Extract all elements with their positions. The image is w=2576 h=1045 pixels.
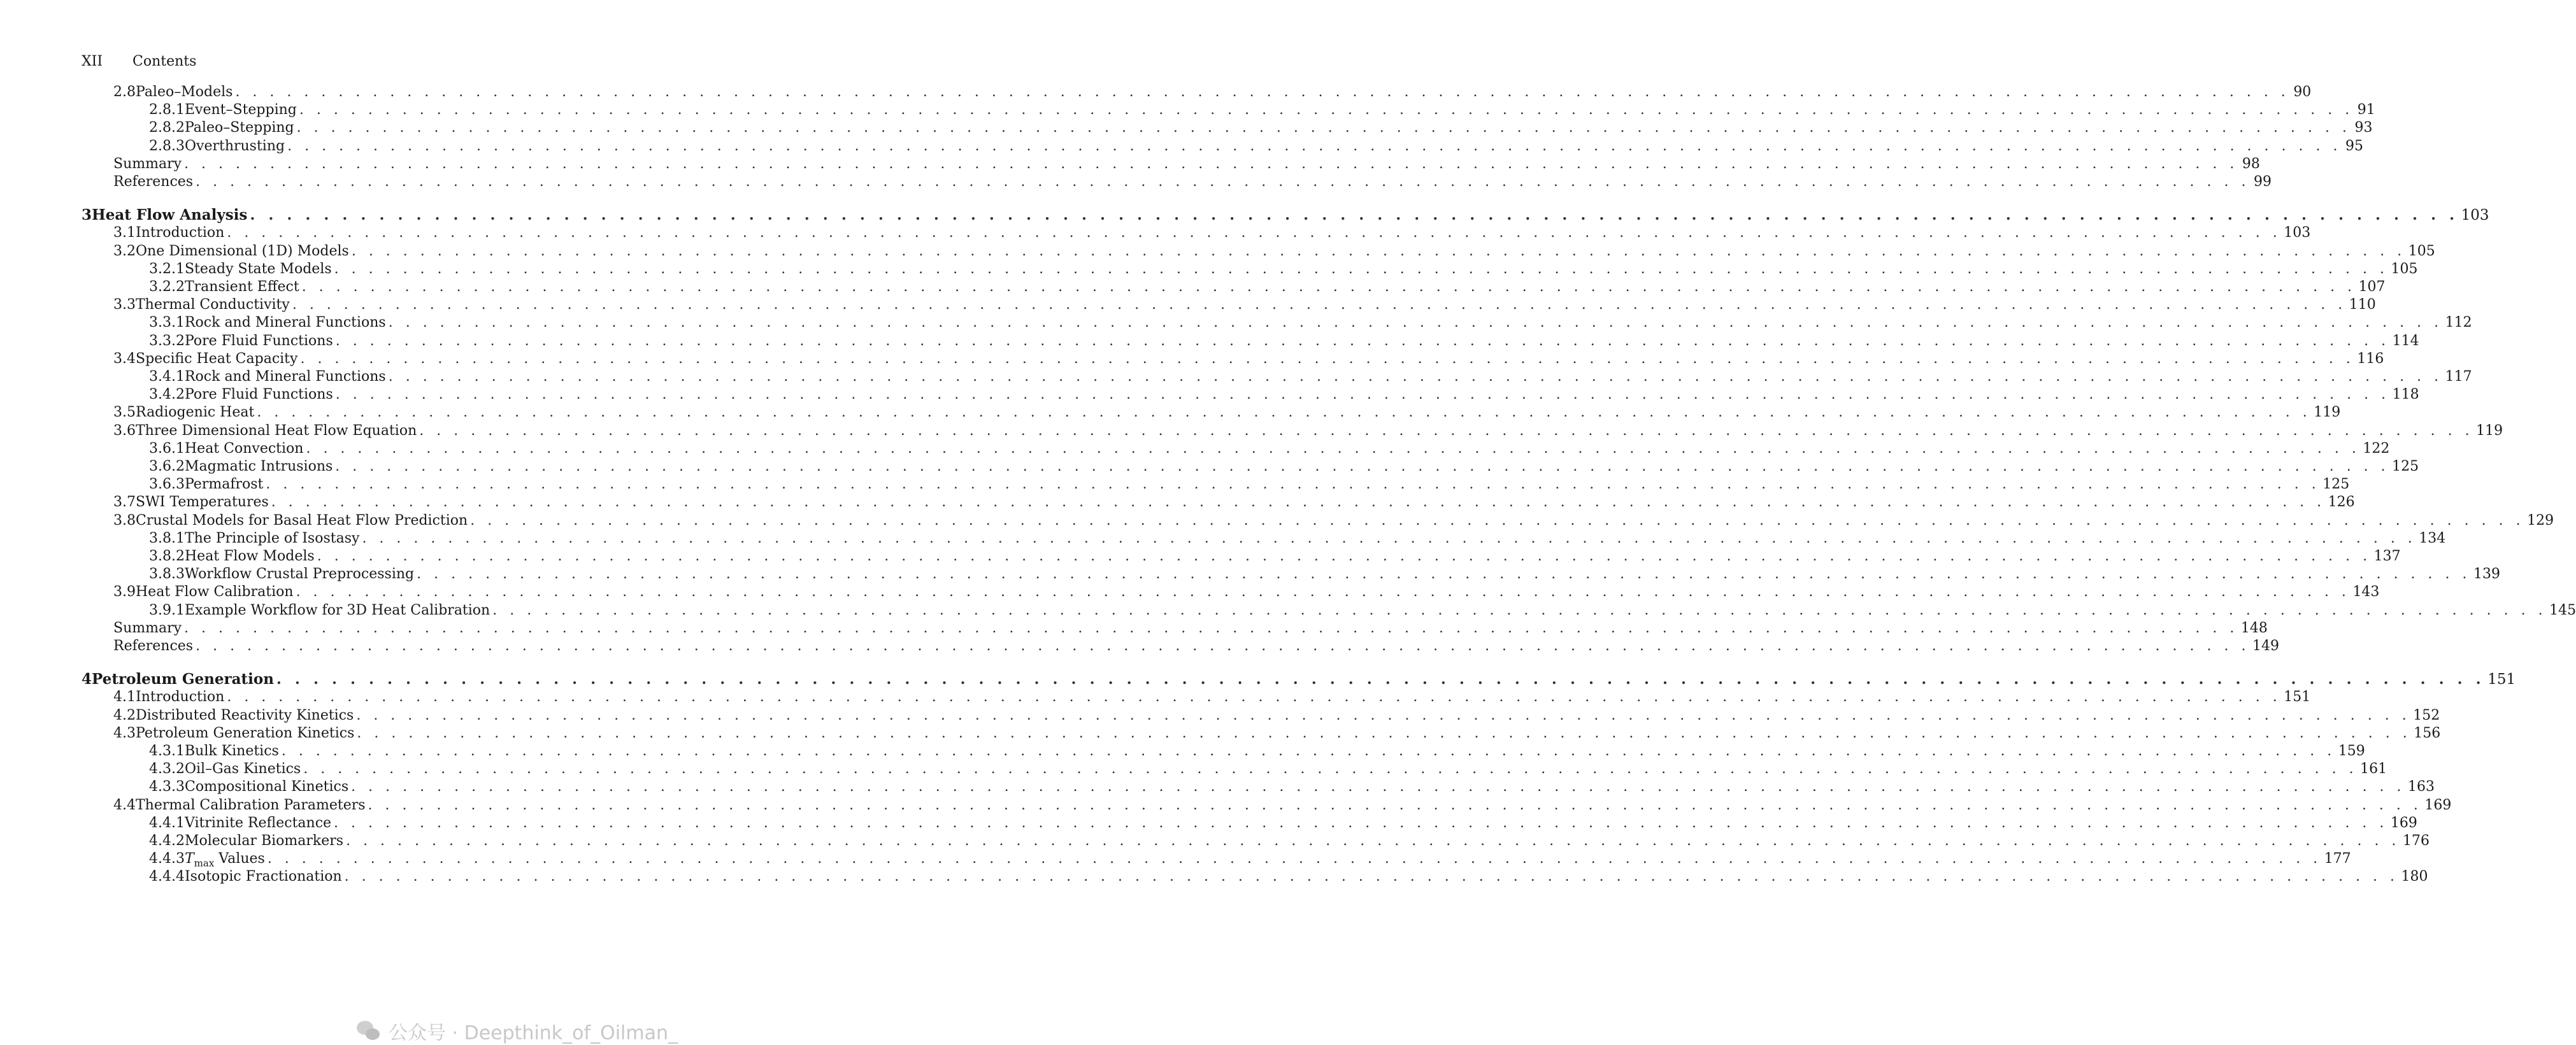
toc-page-number: 134	[2419, 530, 2446, 546]
toc-leader-dots: . . . . . . . . . . . . . . . . . . . . . . . . . . . . . . . . . . . . . . . . . . . . . . . . . . . . . . . . . . . . . . . . . . . . . . . . . . . . . . . . . . . . . . . . . . . . . . . . . . . . . . . . . . . . . . . . . . . . . . . .	[257, 404, 2312, 421]
toc-entry-title	[185, 530, 359, 548]
toc-entry-title	[185, 868, 342, 886]
toc-leader-dots: . . . . . . . . . . . . . . . . . . . . . . . . . . . . . . . . . . . . . . . . . . . . . . . . . . . . . . . . . . . . . . . . . . . . . . . . . . . . . . . . . . . . . . . . . . . . . . . . . . . . . . . . . . . . . . . . . . . . . . . .	[492, 602, 2547, 618]
toc-entry-number: 4.3.3	[149, 779, 185, 795]
toc-entry[interactable]	[149, 260, 2418, 278]
toc-page-number: 103	[2461, 207, 2489, 224]
toc-page-number: 151	[2284, 689, 2311, 706]
toc-page-number: 143	[2352, 584, 2380, 601]
toc-entry[interactable]	[149, 778, 2435, 796]
toc-leader-dots: . . . . . . . . . . . . . . . . . . . . . . . . . . . . . . . . . . . . . . . . . . . . . . . . . . . . . . . . . . . . . . . . . . . . . . . . . . . . . . . . . . . . . . . . . . . . . . . . . . . . . . . . . . . . . . . . . . . . . . . .	[271, 494, 2326, 511]
toc-leader-dots: . . . . . . . . . . . . . . . . . . . . . . . . . . . . . . . . . . . . . . . . . . . . . . . . . . . . . . . . . . . . . . . . . . . . . . . . . . . . . . . . . . . . . . . . . . . . . . . . . . . . . . . . . . . . . . . . . . . . . . . .	[287, 138, 2342, 154]
toc-page-number: 149	[2252, 638, 2279, 654]
toc-page-number: 125	[2322, 476, 2350, 493]
toc-leader-dots: . . . . . . . . . . . . . . . . . . . . . . . . . . . . . . . . . . . . . . . . . . . . . . . . . . . . . . . . . . . . . . . . . . . . . . . . . . . . . . . . . . . . . . . . . . . . . . . . . . . . . . . . . . . . . . . . . . . . . . . .	[196, 638, 2250, 654]
toc-leader-dots: . . . . . . . . . . . . . . . . . . . . . . . . . . . . . . . . . . . . . . . . . . . . . . . . . . . . . . . . . . . . . . . . . . . . . . . . . . . . . . . . . . . . . . . . . . . . . . . . . . . . . . . . . . . . . . . . . . . . . . . .	[351, 243, 2406, 259]
toc-entry-title-text: Paleo–Models	[136, 84, 233, 100]
toc-entry-title	[113, 637, 193, 655]
toc-entry[interactable]	[149, 314, 2472, 332]
toc-page-number: 119	[2476, 422, 2503, 439]
toc-entry-title-text: Magmatic Intrusions	[184, 459, 333, 474]
toc-entry-number: 3.8.1	[149, 530, 185, 546]
toc-entry-title	[92, 671, 274, 688]
toc-leader-dots: . . . . . . . . . . . . . . . . . . . . . . . . . . . . . . . . . . . . . . . . . . . . . . . . . . . . . . . . . . . . . . . . . . . . . . . . . . . . . . . . . . . . . . . . . . . . . . . . . . . . . . . . . . . . . . . . . . . . . . . .	[300, 350, 2355, 367]
toc-entry-title-subscript: max	[194, 857, 215, 869]
toc-entry[interactable]	[113, 404, 2341, 422]
toc-entry-title-text: Steady State Models	[184, 260, 332, 277]
toc-page-number: 176	[2402, 833, 2429, 849]
toc-entry[interactable]	[149, 565, 2501, 583]
toc-leader-dots: . . . . . . . . . . . . . . . . . . . . . . . . . . . . . . . . . . . . . . . . . . . . . . . . . . . . . . . . . . . . . . . . . . . . . . . . . . . . . . . . . . . . . . . . . . . . . . . . . . . . . . . . . . . . . . . . . . . . . . . .	[276, 671, 2486, 688]
toc-entry[interactable]	[113, 707, 2440, 725]
toc-entry-number: 3	[82, 206, 92, 224]
toc-page-number: 119	[2314, 404, 2341, 421]
toc-entry[interactable]	[149, 743, 2365, 760]
toc-entry-title-text: T	[184, 851, 194, 867]
toc-entry[interactable]	[149, 760, 2387, 778]
toc-entry-title	[185, 368, 386, 386]
toc-entry-number: 3.2.1	[149, 260, 185, 277]
toc-entry-number: 4.4.1	[149, 814, 185, 831]
toc-entry-title	[185, 386, 333, 404]
toc-entry-title-text: Radiogenic Heat	[136, 404, 255, 421]
toc-entry-number: 3.3.1	[149, 315, 185, 331]
toc-entry-number: 4	[82, 671, 92, 688]
toc-entry[interactable]	[149, 602, 2576, 620]
toc-entry[interactable]	[113, 296, 2376, 314]
toc-entry[interactable]	[113, 583, 2380, 601]
toc-entry-title-text: Pore Fluid Functions	[184, 387, 333, 403]
toc-entry-title-text: Rock and Mineral Functions	[184, 315, 386, 331]
toc-leader-dots: . . . . . . . . . . . . . . . . . . . . . . . . . . . . . . . . . . . . . . . . . . . . . . . . . . . . . . . . . . . . . . . . . . . . . . . . . . . . . . . . . . . . . . . . . . . . . . . . . . . . . . . . . . . . . . . . . . . . . . . .	[296, 120, 2351, 136]
toc-entry[interactable]	[149, 368, 2472, 386]
toc-entry-title	[185, 119, 294, 137]
toc-entry-title	[136, 350, 297, 368]
toc-entry-title-text: Thermal Conductivity	[136, 297, 290, 313]
toc-entry-number: 3.2.2	[149, 279, 185, 295]
toc-chapter-entry[interactable]	[82, 671, 2516, 688]
toc-entry[interactable]	[149, 138, 2363, 155]
toc-entry-title-text: Three Dimensional Heat Flow Equation	[136, 422, 417, 439]
toc-entry-title	[185, 814, 331, 832]
toc-entry-title-text: Summary	[113, 620, 182, 636]
toc-entry-title	[185, 260, 332, 278]
toc-entry[interactable]	[113, 224, 2311, 242]
toc-entry-title	[136, 224, 224, 242]
toc-entry-title-text: Specific Heat Capacity	[136, 350, 298, 367]
toc-leader-dots: . . . . . . . . . . . . . . . . . . . . . . . . . . . . . . . . . . . . . . . . . . . . . . . . . . . . . . . . . . . . . . . . . . . . . . . . . . . . . . . . . . . . . . . . . . . . . . . . . . . . . . . . . . . . . . . . . . . . . . . .	[292, 297, 2347, 313]
toc-entry-number: 4.4.2	[149, 833, 185, 849]
toc-leader-dots: . . . . . . . . . . . . . . . . . . . . . . . . . . . . . . . . . . . . . . . . . . . . . . . . . . . . . . . . . . . . . . . . . . . . . . . . . . . . . . . . . . . . . . . . . . . . . . . . . . . . . . . . . . . . . . . . . . . . . . . .	[266, 476, 2321, 493]
toc-entry-title-text: Heat Flow Analysis	[92, 206, 248, 224]
toc-entry-title	[113, 173, 193, 191]
toc-entry-number: 4.4.4	[149, 869, 185, 885]
toc-entry-number: 3.3.2	[149, 332, 185, 349]
toc-entry[interactable]	[113, 688, 2311, 706]
toc-entry-title	[185, 565, 414, 583]
toc-entry-title-text: References	[113, 638, 194, 654]
toc-leader-dots: . . . . . . . . . . . . . . . . . . . . . . . . . . . . . . . . . . . . . . . . . . . . . . . . . . . . . . . . . . . . . . . . . . . . . . . . . . . . . . . . . . . . . . . . . . . . . . . . . . . . . . . . . . . . . . . . . . . . . . . .	[417, 566, 2472, 583]
toc-page-number: 98	[2242, 155, 2260, 172]
toc-entry[interactable]	[149, 440, 2390, 458]
toc-entry-title-text: Transient Effect	[184, 279, 299, 295]
toc-page-number: 145	[2549, 602, 2576, 618]
toc-entry-number: 3.6.1	[149, 440, 185, 457]
toc-entry-number: 4.3	[113, 725, 136, 741]
toc-page-number: 169	[2424, 797, 2452, 813]
toc-page-number: 126	[2328, 494, 2355, 511]
toc-page-number: 156	[2414, 725, 2441, 741]
toc-entry-number: 3.4.2	[149, 387, 185, 403]
toc-entry-title	[185, 778, 348, 796]
toc-page-number: 180	[2401, 869, 2428, 885]
toc-entry-title	[113, 155, 182, 173]
toc-page-number: 129	[2527, 512, 2554, 529]
toc-entry[interactable]	[149, 101, 2375, 119]
toc-entry[interactable]	[113, 422, 2503, 440]
toc-entry-title-text: Workflow Crustal Preprocessing	[184, 566, 415, 583]
toc-entry-title-text: The Principle of Isostasy	[184, 530, 360, 546]
toc-page-number: 139	[2473, 566, 2501, 583]
toc-entry-title-text: One Dimensional (1D) Models	[136, 243, 349, 259]
toc-entry-title	[185, 760, 301, 778]
toc-entry-number: 4.3.2	[149, 761, 185, 778]
toc-entry-title-text: Petroleum Generation Kinetics	[136, 725, 355, 741]
toc-page-number: 110	[2349, 297, 2376, 313]
toc-entry-number: 3.8.2	[149, 548, 185, 564]
toc-entry-title	[185, 101, 297, 119]
toc-leader-dots: . . . . . . . . . . . . . . . . . . . . . . . . . . . . . . . . . . . . . . . . . . . . . . . . . . . . . . . . . . . . . . . . . . . . . . . . . . . . . . . . . . . . . . . . . . . . . . . . . . . . . . . . . . . . . . . . . . . . . . . .	[357, 725, 2412, 741]
toc-entry[interactable]	[149, 814, 2417, 832]
toc-entry-title-text: Distributed Reactivity Kinetics	[136, 707, 354, 723]
toc-page-number: 114	[2392, 332, 2419, 349]
toc-entry-title	[136, 83, 233, 101]
toc-entry-title	[136, 404, 254, 422]
toc-entry[interactable]	[149, 386, 2419, 404]
toc-entry-title-text: Heat Convection	[184, 440, 304, 457]
toc-page-number: 107	[2358, 279, 2386, 295]
toc-entry[interactable]	[149, 119, 2373, 137]
toc-entry[interactable]	[149, 868, 2428, 886]
toc-leader-dots: . . . . . . . . . . . . . . . . . . . . . . . . . . . . . . . . . . . . . . . . . . . . . . . . . . . . . . . . . . . . . . . . . . . . . . . . . . . . . . . . . . . . . . . . . . . . . . . . . . . . . . . . . . . . . . . . . . . . . . . .	[306, 440, 2361, 457]
toc-leader-dots: . . . . . . . . . . . . . . . . . . . . . . . . . . . . . . . . . . . . . . . . . . . . . . . . . . . . . . . . . . . . . . . . . . . . . . . . . . . . . . . . . . . . . . . . . . . . . . . . . . . . . . . . . . . . . . . . . . . . . . . .	[470, 512, 2525, 529]
toc-entry-title-text: Petroleum Generation	[92, 671, 274, 688]
toc-entry-title	[185, 332, 333, 350]
toc-entry-title-text: Rock and Mineral Functions	[184, 369, 386, 385]
toc-entry-title-text: Oil–Gas Kinetics	[184, 761, 301, 778]
toc-leader-dots: . . . . . . . . . . . . . . . . . . . . . . . . . . . . . . . . . . . . . . . . . . . . . . . . . . . . . . . . . . . . . . . . . . . . . . . . . . . . . . . . . . . . . . . . . . . . . . . . . . . . . . . . . . . . . . . . . . . . . . . .	[250, 206, 2459, 224]
toc-entry[interactable]	[113, 173, 2272, 191]
toc-entry-title	[185, 832, 343, 850]
toc-entry-number: 2.8.1	[149, 102, 185, 118]
toc-page-number: 105	[2391, 260, 2418, 277]
toc-leader-dots: . . . . . . . . . . . . . . . . . . . . . . . . . . . . . . . . . . . . . . . . . . . . . . . . . . . . . . . . . . . . . . . . . . . . . . . . . . . . . . . . . . . . . . . . . . . . . . . . . . . . . . . . . . . . . . . . . . . . . . . .	[368, 797, 2422, 813]
toc-entry[interactable]	[113, 797, 2452, 814]
toc-entry-number: 4.1	[113, 689, 136, 706]
toc-entry-number: 3.6.3	[149, 476, 185, 493]
toc-entry[interactable]	[113, 620, 2268, 637]
toc-leader-dots: . . . . . . . . . . . . . . . . . . . . . . . . . . . . . . . . . . . . . . . . . . . . . . . . . . . . . . . . . . . . . . . . . . . . . . . . . . . . . . . . . . . . . . . . . . . . . . . . . . . . . . . . . . . . . . . . . . . . . . . .	[351, 779, 2406, 795]
toc-entry[interactable]	[113, 350, 2384, 368]
toc-entry-title-text: Molecular Biomarkers	[184, 833, 344, 849]
wechat-icon	[357, 1021, 381, 1041]
toc-page-number: 152	[2413, 707, 2440, 723]
toc-entry-title	[185, 278, 299, 296]
toc-leader-dots: . . . . . . . . . . . . . . . . . . . . . . . . . . . . . . . . . . . . . . . . . . . . . . . . . . . . . . . . . . . . . . . . . . . . . . . . . . . . . . . . . . . . . . . . . . . . . . . . . . . . . . . . . . . . . . . . . . . . . . . .	[235, 84, 2290, 100]
toc-entry-title-text: Event–Stepping	[184, 102, 297, 118]
toc-entry-number: 3.8.3	[149, 566, 185, 583]
toc-chapter-entry[interactable]	[82, 206, 2489, 224]
toc-entry-number: 3.4	[113, 350, 136, 367]
toc-entry-number: 2.8	[113, 84, 136, 100]
toc-page-number: 177	[2324, 851, 2351, 867]
toc-page-number: 122	[2363, 440, 2390, 457]
toc-page-number: 91	[2357, 102, 2375, 118]
toc-leader-dots: . . . . . . . . . . . . . . . . . . . . . . . . . . . . . . . . . . . . . . . . . . . . . . . . . . . . . . . . . . . . . . . . . . . . . . . . . . . . . . . . . . . . . . . . . . . . . . . . . . . . . . . . . . . . . . . . . . . . . . . .	[346, 833, 2400, 849]
toc-leader-dots: . . . . . . . . . . . . . . . . . . . . . . . . . . . . . . . . . . . . . . . . . . . . . . . . . . . . . . . . . . . . . . . . . . . . . . . . . . . . . . . . . . . . . . . . . . . . . . . . . . . . . . . . . . . . . . . . . . . . . . . .	[334, 814, 2388, 831]
toc-leader-dots: . . . . . . . . . . . . . . . . . . . . . . . . . . . . . . . . . . . . . . . . . . . . . . . . . . . . . . . . . . . . . . . . . . . . . . . . . . . . . . . . . . . . . . . . . . . . . . . . . . . . . . . . . . . . . . . . . . . . . . . .	[299, 102, 2354, 118]
toc-entry-title	[136, 512, 468, 530]
toc-entry[interactable]	[149, 476, 2350, 494]
watermark	[357, 1017, 678, 1045]
toc-entry-title-text: References	[113, 174, 194, 190]
toc-entry-title-text: Isotopic Fractionation	[184, 869, 342, 885]
toc-entry[interactable]	[113, 637, 2279, 655]
toc-entry-title-text: Crustal Models for Basal Heat Flow Prediction	[136, 512, 468, 529]
toc-leader-dots: . . . . . . . . . . . . . . . . . . . . . . . . . . . . . . . . . . . . . . . . . . . . . . . . . . . . . . . . . . . . . . . . . . . . . . . . . . . . . . . . . . . . . . . . . . . . . . . . . . . . . . . . . . . . . . . . . . . . . . . .	[317, 548, 2372, 564]
toc-page-number: 161	[2360, 761, 2387, 778]
toc-entry-number: 3.6.2	[149, 459, 185, 474]
toc-entry-number: 3.9.1	[149, 602, 185, 618]
toc-leader-dots: . . . . . . . . . . . . . . . . . . . . . . . . . . . . . . . . . . . . . . . . . . . . . . . . . . . . . . . . . . . . . . . . . . . . . . . . . . . . . . . . . . . . . . . . . . . . . . . . . . . . . . . . . . . . . . . . . . . . . . . .	[344, 869, 2399, 885]
toc-entry-title-text: Heat Flow Models	[184, 548, 315, 564]
watermark-text: 公众号 · Deepthink_of_Oilman_	[389, 1022, 678, 1044]
toc-entry-number: 3.8	[113, 512, 136, 529]
toc-leader-dots: . . . . . . . . . . . . . . . . . . . . . . . . . . . . . . . . . . . . . . . . . . . . . . . . . . . . . . . . . . . . . . . . . . . . . . . . . . . . . . . . . . . . . . . . . . . . . . . . . . . . . . . . . . . . . . . . . . . . . . . .	[196, 174, 2250, 190]
toc-page-number: 125	[2392, 459, 2419, 474]
toc-page-number: 116	[2357, 350, 2384, 367]
toc-leader-dots: . . . . . . . . . . . . . . . . . . . . . . . . . . . . . . . . . . . . . . . . . . . . . . . . . . . . . . . . . . . . . . . . . . . . . . . . . . . . . . . . . . . . . . . . . . . . . . . . . . . . . . . . . . . . . . . . . . . . . . . .	[356, 707, 2411, 723]
toc-entry-title-text: Permafrost	[184, 476, 264, 493]
toc-page-number: 103	[2284, 225, 2311, 241]
toc-entry-title	[136, 422, 417, 440]
toc-page-number: 137	[2373, 548, 2401, 564]
toc-entry-title	[136, 725, 354, 743]
toc-page-number: 148	[2240, 620, 2268, 636]
toc-page-number: 93	[2354, 120, 2373, 136]
toc-entry-number: 4.3.1	[149, 743, 185, 759]
toc-entry[interactable]	[113, 83, 2312, 101]
toc-entry-number: 2.8.2	[149, 120, 185, 136]
toc-entry[interactable]	[149, 548, 2401, 565]
toc-entry-title	[185, 440, 303, 458]
toc-leader-dots: . . . . . . . . . . . . . . . . . . . . . . . . . . . . . . . . . . . . . . . . . . . . . . . . . . . . . . . . . . . . . . . . . . . . . . . . . . . . . . . . . . . . . . . . . . . . . . . . . . . . . . . . . . . . . . . . . . . . . . . .	[419, 422, 2474, 439]
toc-entry-title-text: SWI Temperatures	[136, 494, 269, 511]
toc-page-number: 151	[2487, 671, 2516, 688]
page-number: XII	[82, 53, 103, 69]
toc-leader-dots: . . . . . . . . . . . . . . . . . . . . . . . . . . . . . . . . . . . . . . . . . . . . . . . . . . . . . . . . . . . . . . . . . . . . . . . . . . . . . . . . . . . . . . . . . . . . . . . . . . . . . . . . . . . . . . . . . . . . . . . .	[184, 155, 2238, 172]
toc-entry-title	[136, 296, 290, 314]
toc-entry[interactable]	[149, 278, 2386, 296]
toc-entry-number: 2.8.3	[149, 138, 185, 154]
toc-leader-dots: . . . . . . . . . . . . . . . . . . . . . . . . . . . . . . . . . . . . . . . . . . . . . . . . . . . . . . . . . . . . . . . . . . . . . . . . . . . . . . . . . . . . . . . . . . . . . . . . . . . . . . . . . . . . . . . . . . . . . . . .	[267, 851, 2322, 867]
toc-leader-dots: . . . . . . . . . . . . . . . . . . . . . . . . . . . . . . . . . . . . . . . . . . . . . . . . . . . . . . . . . . . . . . . . . . . . . . . . . . . . . . . . . . . . . . . . . . . . . . . . . . . . . . . . . . . . . . . . . . . . . . . .	[388, 369, 2443, 385]
toc-entry-title-text: Thermal Calibration Parameters	[136, 797, 366, 813]
toc-leader-dots: . . . . . . . . . . . . . . . . . . . . . . . . . . . . . . . . . . . . . . . . . . . . . . . . . . . . . . . . . . . . . . . . . . . . . . . . . . . . . . . . . . . . . . . . . . . . . . . . . . . . . . . . . . . . . . . . . . . . . . . .	[303, 761, 2358, 778]
toc-page-number: 99	[2253, 174, 2272, 190]
toc-entry-number: 3.7	[113, 494, 136, 511]
toc-entry-title-text: Paleo–Stepping	[184, 120, 294, 136]
toc-entry-number: 3.1	[113, 225, 136, 241]
toc-page-number: 105	[2408, 243, 2435, 259]
toc-entry-title	[185, 743, 279, 760]
toc-leader-dots: . . . . . . . . . . . . . . . . . . . . . . . . . . . . . . . . . . . . . . . . . . . . . . . . . . . . . . . . . . . . . . . . . . . . . . . . . . . . . . . . . . . . . . . . . . . . . . . . . . . . . . . . . . . . . . . . . . . . . . . .	[362, 530, 2417, 546]
toc-entry-title	[113, 620, 182, 637]
toc-leader-dots: . . . . . . . . . . . . . . . . . . . . . . . . . . . . . . . . . . . . . . . . . . . . . . . . . . . . . . . . . . . . . . . . . . . . . . . . . . . . . . . . . . . . . . . . . . . . . . . . . . . . . . . . . . . . . . . . . . . . . . . .	[301, 279, 2356, 295]
toc-entry[interactable]	[113, 243, 2435, 260]
toc-entry-title	[136, 494, 269, 511]
toc-entry-title	[185, 138, 285, 155]
toc-leader-dots: . . . . . . . . . . . . . . . . . . . . . . . . . . . . . . . . . . . . . . . . . . . . . . . . . . . . . . . . . . . . . . . . . . . . . . . . . . . . . . . . . . . . . . . . . . . . . . . . . . . . . . . . . . . . . . . . . . . . . . . .	[335, 459, 2390, 474]
toc-entry[interactable]	[113, 155, 2260, 173]
toc-entry-title	[185, 476, 263, 494]
toc-entry-title	[136, 797, 366, 814]
toc-leader-dots: . . . . . . . . . . . . . . . . . . . . . . . . . . . . . . . . . . . . . . . . . . . . . . . . . . . . . . . . . . . . . . . . . . . . . . . . . . . . . . . . . . . . . . . . . . . . . . . . . . . . . . . . . . . . . . . . . . . . . . . .	[334, 260, 2389, 277]
toc-leader-dots: . . . . . . . . . . . . . . . . . . . . . . . . . . . . . . . . . . . . . . . . . . . . . . . . . . . . . . . . . . . . . . . . . . . . . . . . . . . . . . . . . . . . . . . . . . . . . . . . . . . . . . . . . . . . . . . . . . . . . . . .	[227, 689, 2282, 706]
toc-page-number: 169	[2390, 814, 2417, 831]
toc-entry-title	[136, 583, 294, 601]
toc-entry[interactable]	[113, 512, 2554, 530]
toc-entry-number: 4.4.3	[149, 851, 185, 867]
toc-entry-title-suffix: Values	[214, 851, 265, 867]
toc-page-number: 159	[2338, 743, 2365, 759]
toc-entry-title	[185, 602, 490, 620]
toc-page-number: 95	[2345, 138, 2363, 154]
toc-page-number: 118	[2392, 387, 2419, 403]
toc-entry[interactable]	[113, 725, 2441, 743]
toc-entry[interactable]	[149, 332, 2419, 350]
toc-entry-title-text: Introduction	[136, 225, 225, 241]
toc-leader-dots: . . . . . . . . . . . . . . . . . . . . . . . . . . . . . . . . . . . . . . . . . . . . . . . . . . . . . . . . . . . . . . . . . . . . . . . . . . . . . . . . . . . . . . . . . . . . . . . . . . . . . . . . . . . . . . . . . . . . . . . .	[227, 225, 2282, 241]
toc-page-number: 112	[2445, 315, 2472, 331]
toc-entry-title-text: Summary	[113, 155, 182, 172]
toc-entry-number: 3.5	[113, 404, 136, 421]
toc-leader-dots: . . . . . . . . . . . . . . . . . . . . . . . . . . . . . . . . . . . . . . . . . . . . . . . . . . . . . . . . . . . . . . . . . . . . . . . . . . . . . . . . . . . . . . . . . . . . . . . . . . . . . . . . . . . . . . . . . . . . . . . .	[388, 315, 2443, 331]
toc-entry-title-text: Example Workflow for 3D Heat Calibration	[184, 602, 490, 618]
toc-entry[interactable]	[113, 494, 2355, 511]
toc-entry-title	[92, 206, 247, 224]
toc-leader-dots: . . . . . . . . . . . . . . . . . . . . . . . . . . . . . . . . . . . . . . . . . . . . . . . . . . . . . . . . . . . . . . . . . . . . . . . . . . . . . . . . . . . . . . . . . . . . . . . . . . . . . . . . . . . . . . . . . . . . . . . .	[335, 332, 2390, 349]
toc-entry[interactable]	[149, 530, 2446, 548]
toc-entry[interactable]	[149, 850, 2351, 869]
running-title: Contents	[132, 53, 197, 69]
toc-entry-title-text: Vitrinite Reflectance	[184, 814, 332, 831]
toc-entry-title	[136, 688, 224, 706]
toc-entry[interactable]	[149, 832, 2429, 850]
toc-entry-title-text: Compositional Kinetics	[184, 779, 349, 795]
toc-entry-title	[136, 707, 354, 725]
toc-entry-title	[185, 548, 315, 565]
toc-page-number: 90	[2293, 84, 2312, 100]
toc-page-number: 117	[2445, 369, 2472, 385]
toc-entry-number: 3.3	[113, 297, 136, 313]
toc-entry-title	[136, 243, 349, 260]
toc-entry-title-text: Bulk Kinetics	[184, 743, 279, 759]
toc-entry[interactable]	[149, 458, 2419, 476]
toc-entry-title-text: Heat Flow Calibration	[136, 584, 294, 601]
toc-entry-number: 3.9	[113, 584, 136, 601]
toc-entry-number: 4.4	[113, 797, 136, 813]
toc-entry-title	[185, 314, 386, 332]
toc-leader-dots: . . . . . . . . . . . . . . . . . . . . . . . . . . . . . . . . . . . . . . . . . . . . . . . . . . . . . . . . . . . . . . . . . . . . . . . . . . . . . . . . . . . . . . . . . . . . . . . . . . . . . . . . . . . . . . . . . . . . . . . .	[184, 620, 2238, 636]
toc-entry-number: 4.2	[113, 707, 136, 723]
toc-entry-title	[185, 458, 333, 476]
toc-entry-title-text: Pore Fluid Functions	[184, 332, 333, 349]
toc-entry-number: 3.2	[113, 243, 136, 259]
toc-entry-title-text: Overthrusting	[184, 138, 285, 154]
toc-entry-number: 3.4.1	[149, 369, 185, 385]
toc-entry-title-text: Introduction	[136, 689, 225, 706]
toc-leader-dots: . . . . . . . . . . . . . . . . . . . . . . . . . . . . . . . . . . . . . . . . . . . . . . . . . . . . . . . . . . . . . . . . . . . . . . . . . . . . . . . . . . . . . . . . . . . . . . . . . . . . . . . . . . . . . . . . . . . . . . . .	[281, 743, 2336, 759]
toc-entry-number: 3.6	[113, 422, 136, 439]
toc-leader-dots: . . . . . . . . . . . . . . . . . . . . . . . . . . . . . . . . . . . . . . . . . . . . . . . . . . . . . . . . . . . . . . . . . . . . . . . . . . . . . . . . . . . . . . . . . . . . . . . . . . . . . . . . . . . . . . . . . . . . . . . .	[296, 584, 2351, 601]
toc-leader-dots: . . . . . . . . . . . . . . . . . . . . . . . . . . . . . . . . . . . . . . . . . . . . . . . . . . . . . . . . . . . . . . . . . . . . . . . . . . . . . . . . . . . . . . . . . . . . . . . . . . . . . . . . . . . . . . . . . . . . . . . .	[335, 387, 2390, 403]
toc-page-number: 163	[2408, 779, 2435, 795]
